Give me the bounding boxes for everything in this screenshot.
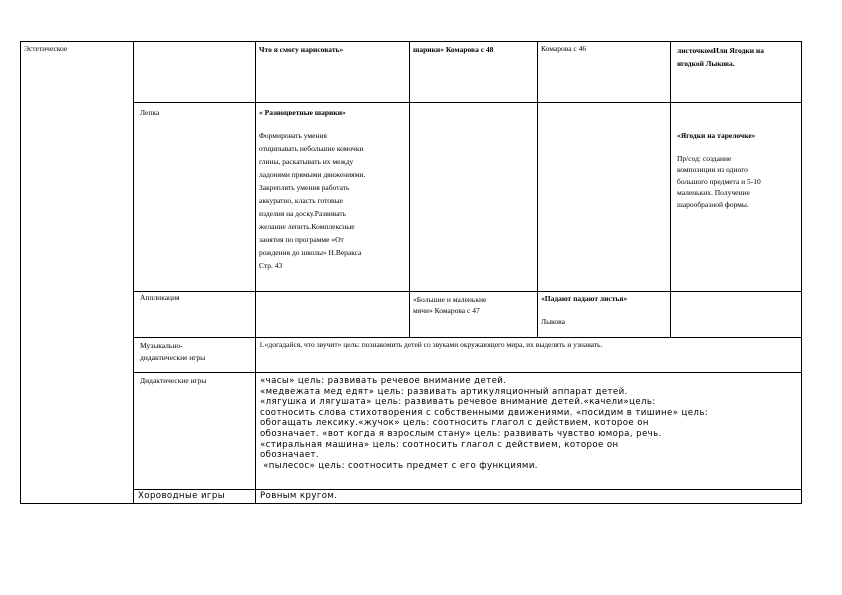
row-divider xyxy=(133,489,801,490)
text-line: Лыкова xyxy=(541,316,565,326)
label-music-games xyxy=(140,340,205,364)
text-line: ладонями прямыми движениями. xyxy=(259,170,366,179)
text-line: «медвежата мед едят» цель: развивать артикуляционный аппарат детей. xyxy=(260,386,628,397)
text-line: Формировать умения xyxy=(259,131,327,140)
lesson-title: « Разноцветные шарики» xyxy=(259,108,346,117)
lesson-title: «Падают падают листья» xyxy=(541,294,628,303)
col-divider xyxy=(133,41,134,504)
row-divider xyxy=(133,372,801,373)
cell-komarova-46: Комарова с 46 xyxy=(541,44,587,53)
text-line: Музыкально- xyxy=(140,341,183,350)
text-line: маленьких. Получение xyxy=(677,188,750,197)
label-modeling: Лепка xyxy=(140,108,160,117)
row-divider xyxy=(133,291,801,292)
label-round-dance-games: Хороводные игры xyxy=(138,491,225,501)
cell-leaves-falling xyxy=(541,294,627,327)
cell-didactic-games xyxy=(260,376,800,471)
text-line: занятия по программе «От xyxy=(259,235,344,244)
text-line: листочкомИли Ягодки на xyxy=(677,46,764,55)
table-border-right xyxy=(801,41,802,504)
text-line: ягодкой Лыкова. xyxy=(677,59,735,68)
text-line: желание лепить.Комплексные xyxy=(259,222,355,231)
cell-berries-lesson xyxy=(677,130,799,210)
col-divider xyxy=(409,41,410,338)
text-line: отщипывать небольшие комочки xyxy=(259,144,364,153)
text-line: Пр/сод: создание xyxy=(677,153,732,163)
text-line: глины, раскатывать их между xyxy=(259,157,354,166)
text-line: Стр. 43 xyxy=(259,261,283,270)
text-line: обозначает. «вот когда я взрослым стану» цель: развивать чувство юмора, речь. xyxy=(260,428,662,439)
text-line: шарообразной формы. xyxy=(677,199,749,209)
text-line: «стиральная машина» цель: соотносить глагол с действием, которое он xyxy=(260,439,619,450)
label-didactic-games: Дидактические игры xyxy=(140,376,207,385)
text-line: обогащать лексику.«жучок» цель: соотносить глагол с действием, которое он xyxy=(260,418,649,429)
text-line: «Большие и маленькие xyxy=(413,295,487,304)
text-line: композиции из одного xyxy=(677,165,748,174)
text-line: дидактические игры xyxy=(140,353,206,362)
lesson-title: «Ягодки на тарелочке» xyxy=(677,131,756,140)
col-divider xyxy=(670,41,671,338)
label-applique: Аппликация xyxy=(140,293,180,302)
text-line: большого предмета и 5-10 xyxy=(677,176,761,186)
table-border-bottom xyxy=(20,503,801,504)
col-divider xyxy=(537,41,538,338)
cell-music-game: 1.«догадайся, что звучит» цель: познакомить детей со звуками окружающего мира, их выделять и узнавать. xyxy=(259,340,603,349)
text-line: «пылесос» цель: соотносить предмет с его функциями. xyxy=(260,460,538,471)
text-line: «лягушка и лягушата» цель: развивать речевое внимание детей.«качели»цель: xyxy=(260,397,656,408)
text-line: изделия на доску.Развивать xyxy=(259,209,347,218)
cell-leaves-berries xyxy=(677,44,764,70)
cell-modeling-lesson xyxy=(259,106,405,272)
text-line: аккуратно, класть готовые xyxy=(259,196,343,205)
text-line: соотносить слова стихотворения с собственными движениями. «посидим в тишине» цель: xyxy=(260,407,709,418)
table-border-top xyxy=(20,41,801,42)
text-line: рождения до школы» Н.Веракса xyxy=(259,248,362,257)
col-divider xyxy=(255,41,256,504)
row-divider xyxy=(133,337,801,338)
cell-balloons: шарики» Комарова с 48 xyxy=(413,45,494,54)
row-divider xyxy=(133,102,801,103)
cell-drawing-title: Что я смогу нарисовать» xyxy=(259,45,344,54)
text-line: обозначает. xyxy=(260,450,320,461)
category-aesthetic: Эстетическое xyxy=(24,44,68,53)
cell-balls-lesson xyxy=(413,294,486,316)
text-line: Закреплять умения работать xyxy=(259,183,350,192)
table-border-left xyxy=(20,41,21,504)
text-line: мячи» Комарова с 47 xyxy=(413,306,480,315)
cell-round-dance: Ровным кругом. xyxy=(260,491,338,501)
text-line: «часы» цель: развивать речевое внимание детей. xyxy=(260,376,507,386)
